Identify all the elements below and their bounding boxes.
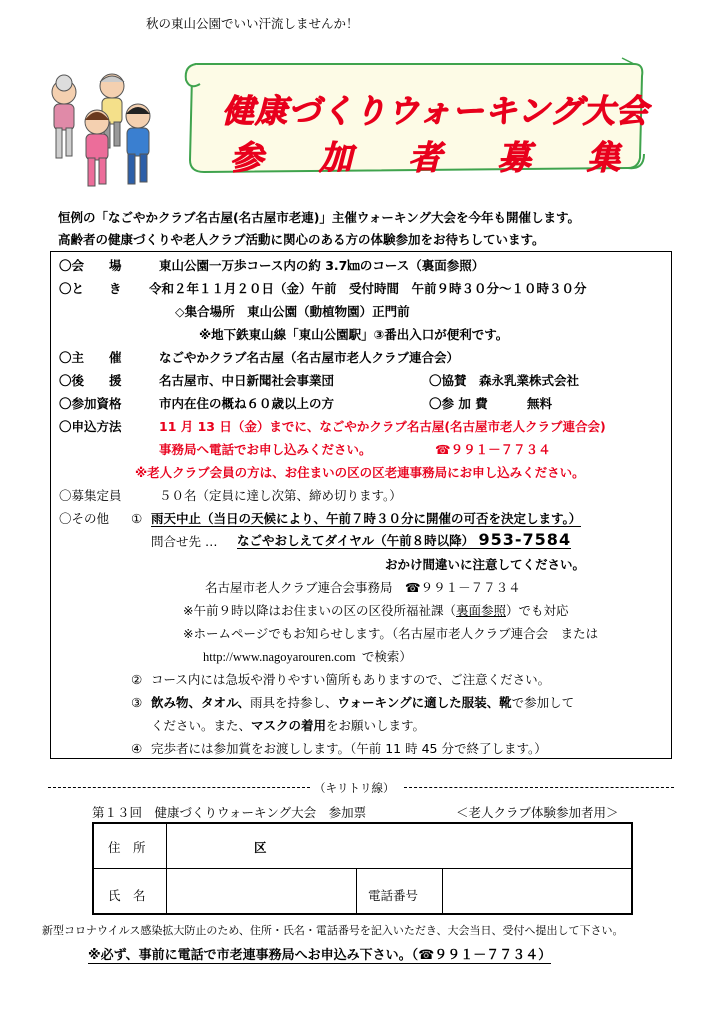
- other-label: 〇その他: [59, 511, 110, 526]
- apply-phone: ☎９９１－７７３４: [435, 442, 551, 457]
- covid-note: 新型コロナウイルス感染拡大防止のため、住所・氏名・電話番号を記入いただき、大会当日、受付へ提出して下さい。: [42, 924, 624, 937]
- item-3-text-2: [151, 720, 425, 733]
- item-2-text: コース内には急坂や滑りやすい箇所もありますので、ご注意ください。: [151, 672, 551, 687]
- caution: おかけ間違いに注意してください。: [385, 557, 586, 572]
- item-3-text: [151, 697, 574, 710]
- final-note: [88, 944, 551, 963]
- apply-label: 〇申込方法: [59, 419, 122, 434]
- recruitment-char: 募: [497, 138, 531, 177]
- date-value: 令和２年１１月２０日（金）午前 受付時間 午前９時３０分～１０時３０分: [149, 281, 587, 296]
- cut-line-label: （キリトリ線）: [314, 781, 395, 795]
- reverse-side-link[interactable]: 裏面参照: [455, 603, 506, 618]
- inquiry-line: [237, 532, 571, 549]
- cut-dash-right: [404, 787, 674, 788]
- apply-line-2: 事務局へ電話でお申し込みください。: [159, 442, 372, 457]
- apply-line-1: 11 月 13 日（金）までに、なごやかクラブ名古屋(名古屋市老人クラブ連合会): [159, 419, 606, 434]
- item-3-raingear: 雨具を持参し、: [250, 695, 338, 710]
- item-3-drinks: 飲み物、タオル、: [151, 695, 251, 710]
- item-1-number: ①: [131, 511, 143, 526]
- recruitment-char: 集: [587, 138, 620, 177]
- support-value: 名古屋市、中日新聞社会事業団: [159, 373, 335, 388]
- recruitment-char: 加: [319, 138, 353, 177]
- item-4-number: ④: [131, 741, 143, 756]
- subway-note: ※地下鉄東山線「東山公園駅」③番出入口が便利です。: [199, 327, 509, 342]
- item-3-number: ③: [131, 695, 143, 710]
- venue-value: 東山公園一万歩コース内の約 3.7㎞のコース（裏面参照）: [159, 258, 485, 273]
- phone-label: 電話番号: [368, 888, 419, 903]
- walkers-illustration: [42, 70, 162, 192]
- details-box: [50, 251, 672, 759]
- recruitment-heading: [230, 132, 620, 179]
- host-label: 〇主 催: [59, 350, 122, 365]
- item-3-line2-c: をお願いします。: [326, 718, 426, 733]
- intro-line-1: 恒例の「なごやかクラブ名古屋(名古屋市老連)」主催ウォーキング大会を今年も開催します。: [58, 210, 581, 225]
- item-3-clothing: ウォーキングに適した服装、靴: [337, 695, 512, 710]
- item-3-mask: マスクの着用: [251, 718, 327, 733]
- recruitment-char: 者: [408, 138, 442, 177]
- venue-label: 〇会 場: [59, 258, 122, 273]
- after-9-note: [183, 605, 569, 618]
- host-value: なごやかクラブ名古屋（名古屋市老人クラブ連合会）: [159, 350, 460, 365]
- url-link[interactable]: http://www.nagoyarouren.com: [203, 650, 356, 664]
- rain-cancel-notice: 雨天中止（当日の天候により、午前７時３０分に開催の可否を決定します。）: [151, 511, 582, 526]
- intro-line-2: 高齢者の健康づくりや老人クラブ活動に関心のある方の体験参加をお待ちしています。: [58, 232, 545, 247]
- homepage-note: ※ホームページでもお知らせします。（名古屋市老人クラブ連合会 または: [183, 626, 599, 641]
- form-type: ＜老人クラブ体験参加者用＞: [456, 805, 619, 820]
- fee-label: 〇参 加 費: [429, 396, 488, 411]
- item-4-text: 完歩者には参加賞をお渡しします。（午前 11 時 45 分で終了します。）: [151, 741, 547, 756]
- registration-form: [92, 822, 633, 915]
- item-2-number: ②: [131, 672, 143, 687]
- homepage-url: [203, 651, 412, 664]
- item-1-text: [151, 513, 581, 527]
- url-suffix: で検索）: [361, 650, 412, 664]
- title-banner: [182, 54, 648, 184]
- fee-value: 無料: [527, 396, 553, 411]
- cut-dash-left: [48, 787, 310, 788]
- sponsor: 〇協賛 森永乳業株式会社: [429, 373, 580, 388]
- after-9-pre: ※午前９時以降はお住まいの区の区役所福祉課（: [183, 603, 456, 618]
- phone-field[interactable]: [443, 869, 631, 913]
- eligibility-value: 市内在住の概ね６０歳以上の方: [159, 396, 335, 411]
- member-note: ※老人クラブ会員の方は、お住まいの区の区老連事務局にお申し込みください。: [135, 465, 585, 480]
- address-field[interactable]: [167, 824, 631, 868]
- capacity-label: 〇募集定員: [59, 488, 122, 503]
- support-label: 〇後 援: [59, 373, 122, 388]
- eligibility-label: 〇参加資格: [59, 396, 122, 411]
- capacity-value: ５０名（定員に達し次第、締め切ります。）: [159, 488, 402, 503]
- recruitment-char: 参: [230, 138, 263, 177]
- date-label: 〇と き: [59, 281, 122, 296]
- after-9-post: ）でも対応: [506, 603, 569, 618]
- item-3-end: で参加して: [511, 695, 575, 710]
- inquiry-number: 953-7584: [478, 530, 572, 549]
- inquiry-dial: なごやおしえてダイヤル（午前８時以降）: [237, 533, 475, 548]
- office: 名古屋市老人クラブ連合会事務局 ☎９９１－７７３４: [205, 580, 521, 595]
- name-field[interactable]: [167, 869, 355, 913]
- final-note-text: ※必ず、事前に電話で市老連事務局へお申込み下さい。（☎９９１－７７３４）: [88, 948, 552, 963]
- address-label: 住 所: [108, 840, 146, 855]
- form-title: 第１３回 健康づくりウォーキング大会 参加票: [92, 805, 367, 820]
- tagline: 秋の東山公園でいい汗流しませんか！: [146, 16, 359, 31]
- event-title: 健康づくりウォーキング大会: [222, 92, 649, 130]
- form-col-divider-2: [356, 868, 357, 913]
- ward-label: 区: [254, 840, 267, 855]
- inquiry-label: 問合せ先 …: [151, 534, 218, 549]
- name-label: 氏 名: [108, 888, 146, 903]
- item-3-line2-a: ください。また、: [151, 718, 252, 733]
- meeting-point: ◇集合場所 東山公園（動植物園）正門前: [175, 304, 410, 319]
